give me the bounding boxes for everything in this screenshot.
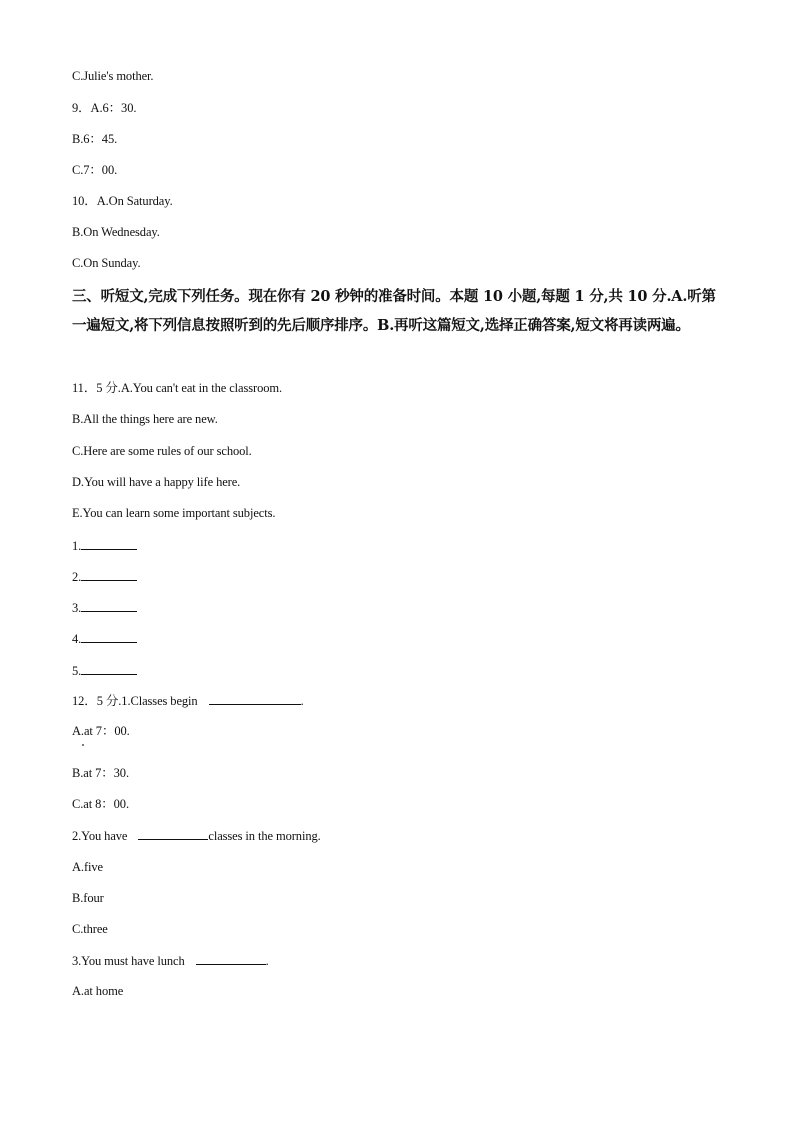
answer-blank-2 [72,568,137,585]
q12-part3-suffix: . [265,954,269,968]
answer-blank-3 [72,599,137,616]
answer-blank-3-number: 3. [72,601,82,615]
q12-2-option-a: A.five [72,860,103,874]
answer-blank-3-line[interactable] [81,599,137,612]
answer-blank-5-line[interactable] [81,662,137,675]
q12-part2-suffix: classes in the morning. [208,829,321,843]
q9-option-b: B.6：45. [72,132,118,146]
q10-option-a: 10．A.On Saturday. [72,194,173,208]
section-3-heading: 三、听短文,完成下列任务。现在你有 20 秒钟的准备时间。本题 10 小题,每题 1 分,共 10 分.A.听第一遍短文,将下列信息按照听到的先后顺序排序。B.再听这篇短文,选择正确答案,短文将再读两遍。 [72,288,716,334]
answer-blank-2-number: 2. [72,570,82,584]
q11-item-e: E.You can learn some important subjects. [72,506,276,520]
q9-option-c: C.7：00. [72,163,118,177]
q12-part1-stem [72,692,304,709]
q9-option-a: 9．A.6：30. [72,101,137,115]
answer-blank-2-line[interactable] [81,568,137,581]
q12-part2-prefix: 2.You have [72,829,128,843]
q12-1-option-c: C.at 8：00. [72,797,129,811]
q12-part2-blank[interactable] [138,827,208,840]
q12-part1-prefix: 12．5 分.1.Classes begin [72,694,198,708]
q11-item-d: D.You will have a happy life here. [72,475,241,489]
answer-blank-1-number: 1. [72,539,82,553]
q10-option-c: C.On Sunday. [72,256,141,270]
q12-part3-stem [72,952,269,969]
stray-dot-mark [82,744,84,746]
answer-blank-5 [72,662,137,679]
q12-part1-blank[interactable] [209,692,301,705]
q11-item-c: C.Here are some rules of our school. [72,444,252,458]
q12-2-option-c: C.three [72,922,108,936]
answer-blank-4 [72,630,137,647]
q12-part3-prefix: 3.You must have lunch [72,954,185,968]
q12-part2-stem [72,827,321,844]
q12-1-option-b: B.at 7：30. [72,766,129,780]
answer-blank-1 [72,537,137,554]
answer-blank-4-number: 4. [72,632,82,646]
q12-1-option-a: A.at 7：00. [72,724,130,738]
option-c-julies-mother: C.Julie's mother. [72,69,154,83]
q11-item-a: 11．5 分.A.You can't eat in the classroom. [72,381,283,395]
q11-item-b: B.All the things here are new. [72,412,218,426]
q12-part3-blank[interactable] [196,952,266,965]
answer-blank-4-line[interactable] [81,630,137,643]
q12-2-option-b: B.four [72,891,104,905]
q12-part1-suffix: . [300,694,304,708]
q10-option-b: B.On Wednesday. [72,225,160,239]
answer-blank-5-number: 5. [72,664,82,678]
answer-blank-1-line[interactable] [81,537,137,550]
q12-3-option-a: A.at home [72,984,124,998]
